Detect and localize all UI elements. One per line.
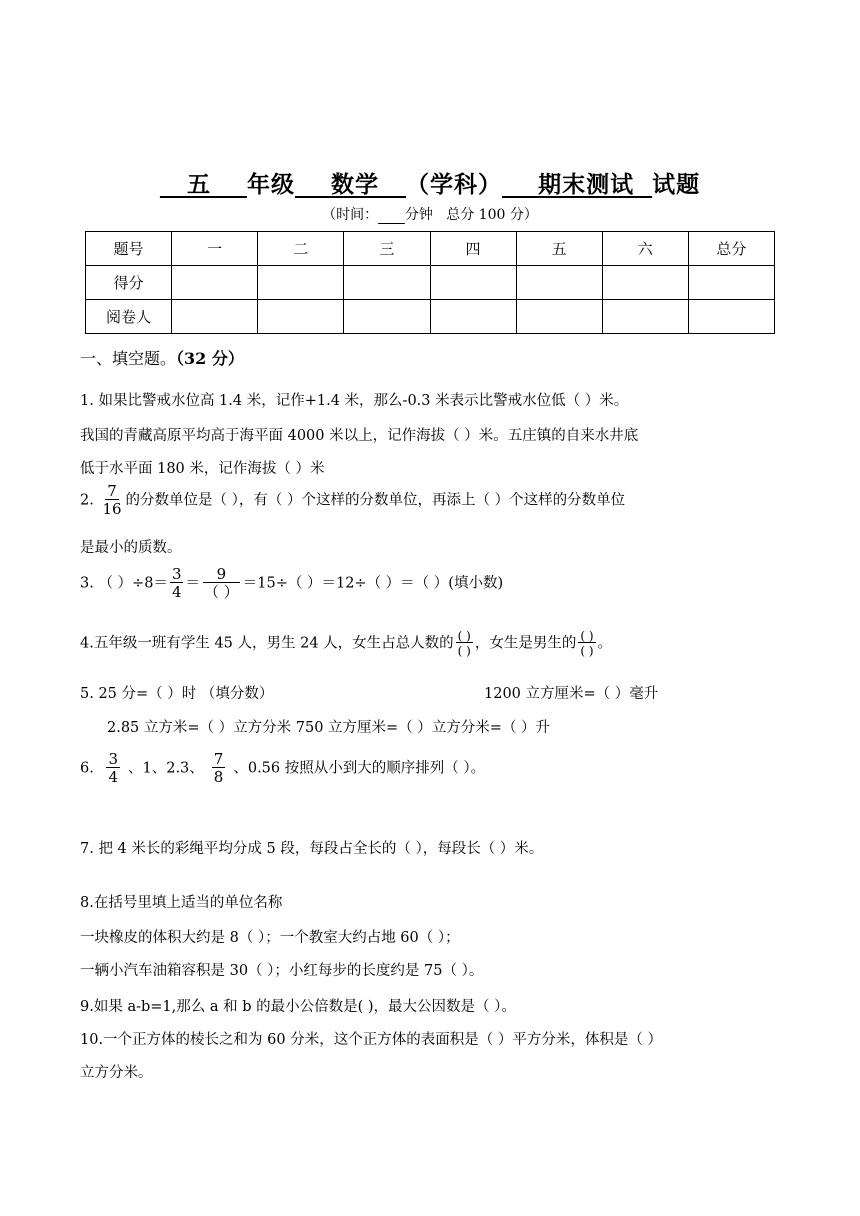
- fraction-7-8: $\frac{7}{8}$: [213, 750, 224, 786]
- table-cell: 总分: [688, 232, 774, 266]
- exam-subtitle: （时间： 分钟 总分 100 分）: [322, 207, 538, 223]
- table-cell: 一: [172, 232, 258, 266]
- table-row: [86, 300, 775, 334]
- score-input-cell[interactable]: [258, 266, 344, 300]
- table-cell: 题号: [86, 232, 172, 266]
- grader-input-cell[interactable]: [258, 300, 344, 334]
- question-1-line-2: 我国的青藏高原平均高于海平面 4000 米以上，记作海拔（ ）米。五庄镇的自来水井底: [80, 428, 639, 444]
- grader-input-cell[interactable]: [602, 300, 688, 334]
- exam-suffix: 试题: [652, 171, 701, 198]
- table-cell: 五: [516, 232, 602, 266]
- grader-input-cell[interactable]: [344, 300, 430, 334]
- question-8-line-3: 一辆小汽车油箱容积是 30（ ）；小红每步的长度约是 75（ ）。: [80, 963, 484, 979]
- question-2-line-2: 是最小的质数。: [80, 540, 182, 556]
- question-8-line-1: 8.在括号里填上适当的单位名称: [80, 895, 283, 911]
- table-cell: 六: [602, 232, 688, 266]
- subject-suffix: （学科）: [406, 171, 503, 198]
- question-1-line-3: 低于水平面 180 米，记作海拔（ ）米: [80, 461, 325, 477]
- question-5-line-1b: 1200 立方厘米=（ ）毫升: [484, 686, 659, 702]
- fraction-7-16: $\frac{7}{16}$: [102, 482, 122, 518]
- question-7: 7. 把 4 米长的彩绳平均分成 5 段，每段占全长的（ ），每段长（ ）米。: [80, 841, 544, 857]
- subject-value: 数学: [331, 171, 379, 198]
- table-cell: 阅卷人: [86, 300, 172, 334]
- blank-fraction: $\frac{( )}{( )}$: [580, 629, 594, 658]
- grade-value: 五: [186, 171, 211, 198]
- question-2-line-1: 2. $\frac{7}{16}$ 的分数单位是（ ），有（ ）个这样的分数单位，再添上（ ）个这样的分数单位: [80, 482, 626, 518]
- question-6: 6. $\frac{3}{4}$ 、1、2.3、 $\frac{7}{8}$ 、0.56 按照从小到大的顺序排列（ ）。: [80, 750, 486, 786]
- question-3: 3. （ ）÷8＝ $\frac{3}{4}$ ＝ $\frac{9}{( )}$ ＝15÷（ ）＝12÷（ ）＝（ ）(填小数): [80, 565, 504, 601]
- question-1-line-1: 1. 如果比警戒水位高 1.4 米，记作+1.4 米，那么-0.3 米表示比警戒水位低（ ）米。: [80, 393, 629, 409]
- score-input-cell[interactable]: [172, 266, 258, 300]
- table-row: [86, 232, 775, 266]
- blank-fraction: $\frac{( )}{( )}$: [457, 629, 471, 658]
- question-10-line-2: 立方分米。: [80, 1065, 153, 1081]
- score-input-cell[interactable]: [688, 266, 774, 300]
- section-title: 一、填空题。（32 分）: [80, 349, 244, 368]
- fraction-3-4: $\frac{3}{4}$: [108, 750, 118, 786]
- score-input-cell[interactable]: [430, 266, 516, 300]
- question-5-line-1: 5. 25 分=（ ）时 （填分数）: [80, 686, 274, 702]
- exam-value: 期末测试: [538, 171, 635, 198]
- score-input-cell[interactable]: [516, 266, 602, 300]
- fraction-9-blank: $\frac{9}{( )}$: [203, 565, 239, 601]
- fraction-3-4: $\frac{3}{4}$: [171, 565, 182, 601]
- question-9: 9.如果 a-b=1,那么 a 和 b 的最小公倍数是( )，最大公因数是（ ）。: [80, 999, 516, 1015]
- exam-title: [0, 166, 860, 199]
- grade-suffix: 年级: [246, 171, 295, 198]
- table-row: [86, 266, 775, 300]
- score-table: [85, 231, 775, 334]
- grader-input-cell[interactable]: [172, 300, 258, 334]
- grader-input-cell[interactable]: [430, 300, 516, 334]
- table-cell: 二: [258, 232, 344, 266]
- question-5-line-2: 2.85 立方米=（ ）立方分米 750 立方厘米=（ ）立方分米=（ ）升: [107, 720, 551, 736]
- question-8-line-2: 一块橡皮的体积大约是 8（ ）；一个教室大约占地 60（ ）；: [80, 930, 460, 946]
- score-input-cell[interactable]: [344, 266, 430, 300]
- table-cell: 四: [430, 232, 516, 266]
- score-input-cell[interactable]: [602, 266, 688, 300]
- table-cell: 三: [344, 232, 430, 266]
- question-4: 4.五年级一班有学生 45 人，男生 24 人，女生占总人数的 $\frac{( )}{( )}$ ，女生是男生的 $\frac{( )}{( )}$ 。: [80, 629, 613, 658]
- grader-input-cell[interactable]: [516, 300, 602, 334]
- table-cell: 得分: [86, 266, 172, 300]
- grader-input-cell[interactable]: [688, 300, 774, 334]
- question-10-line-1: 10.一个正方体的棱长之和为 60 分米，这个正方体的表面积是（ ）平方分米，体积是（ ）: [80, 1032, 662, 1048]
